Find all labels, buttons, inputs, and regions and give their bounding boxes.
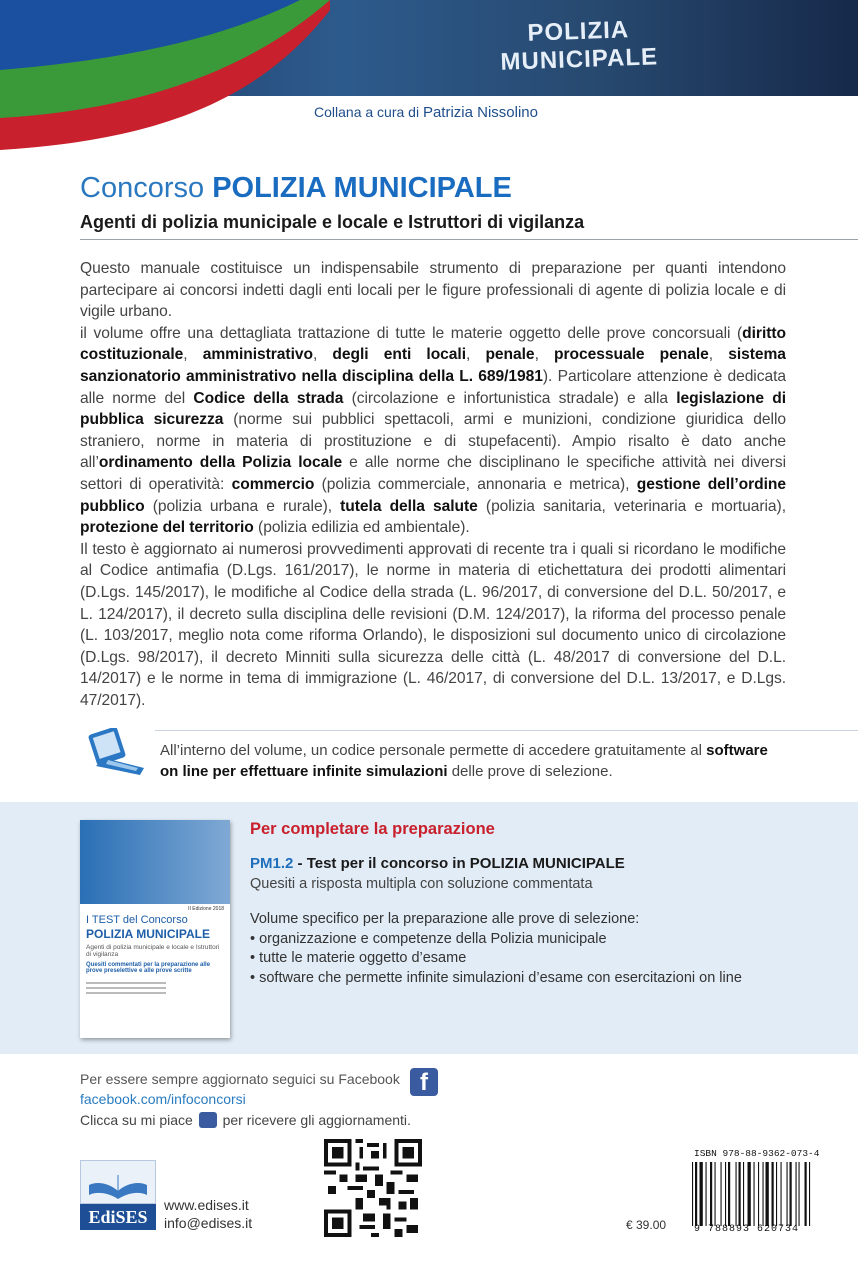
qr-code[interactable] — [324, 1139, 422, 1237]
book-title — [80, 172, 512, 205]
product-subtitle: Quesiti a risposta multipla con soluzione commentata — [250, 876, 593, 892]
book-subtitle: Agenti di polizia municipale e locale e Istruttori di vigilanza — [80, 212, 585, 232]
book-cover-text-lines — [86, 982, 166, 997]
open-book-icon — [80, 1160, 156, 1204]
isbn-number: ISBN 978-88-9362-073-4 — [694, 1148, 820, 1159]
paragraph-2: il volume offre una dettagliata trattazione di tutte le materie oggetto delle prove concorsuali (diritto costituzionale, amministrativo, degli enti locali, penale, processuale penale, sistema sanzionatorio amministrativo nella disciplina della L. 689/1981). Particolare attenzione è dedicata alle norme del Codice della strada (circolazione e infortunistica stradale) e alla legislazione di pubblica sicurezza (norme sui pubblici spettacoli, armi e munizioni, condizione giuridica dello straniero, norme in materia di prostituzione e di stupefacenti). Ampio risalto è dato anche all’ordinamento della Polizia locale e alle norme che disciplinano le specifiche attività nei diversi settori di operatività: commercio (polizia commerciale, annonaria e metrica), gestione dell’ordine pubblico (polizia urbana e rurale), tutela della salute (polizia sanitaria, veterinaria e mortuaria), protezione del territorio (polizia edilizia ed ambientale). — [80, 324, 787, 537]
product-bullets — [250, 930, 810, 989]
product-title: PM1.2 - Test per il concorso in POLIZIA MUNICIPALE — [250, 855, 625, 872]
header-badge-text: POLIZIA MUNICIPALE — [500, 16, 659, 76]
software-divider — [155, 730, 858, 731]
software-notice: All’interno del volume, un codice personale permette di accedere gratuitamente al software on line per effettuare infinite simulazioni delle prove di selezione. — [160, 742, 768, 780]
list-item: • tutte le materie oggetto d’esame — [250, 949, 810, 969]
series-editor-line — [314, 104, 538, 121]
product-code: PM1.2 — [250, 855, 294, 872]
publisher-contacts — [164, 1196, 252, 1232]
barcode-digits: 9 788893 620734 — [694, 1224, 800, 1235]
list-item: • organizzazione e competenze della Polizia municipale — [250, 930, 810, 950]
publisher-logo — [80, 1160, 156, 1230]
book-price: € 39.00 — [626, 1218, 667, 1232]
book-cover-line3: Agenti di polizia municipale e locale e Istruttori di vigilanza — [86, 944, 220, 958]
facebook-link[interactable]: facebook.com/infoconcorsi — [80, 1091, 246, 1107]
like-instruction: Clicca su mi piace per ricevere gli aggiornamenti. — [80, 1112, 411, 1128]
title-prefix: Concorso — [80, 172, 205, 204]
product-description — [250, 910, 810, 988]
barcode-bars — [690, 1162, 850, 1226]
paragraph-1: Questo manuale costituisce un indispensabile strumento di preparazione per quanti intendono partecipare ai concorsi indetti dagli enti locali per le figure professionali di agente di polizia locale e di vigile urbano. — [80, 260, 786, 321]
series-editor: Patrizia Nissolino — [422, 104, 538, 121]
book-cover-line2: POLIZIA MUNICIPALE — [86, 927, 210, 941]
facebook-icon[interactable]: f — [410, 1068, 438, 1096]
publisher-name: EdiSES — [80, 1204, 156, 1230]
book-cover-edition: II Edizione 2018 — [188, 906, 224, 912]
title-main: POLIZIA MUNICIPALE — [212, 172, 512, 204]
facebook-follow-text: Per essere sempre aggiornato seguici su Facebook — [80, 1071, 400, 1087]
title-divider — [80, 239, 858, 240]
panel-heading: Per completare la preparazione — [250, 820, 495, 838]
book-cover-line4: Quesiti commentati per la preparazione alle prove preselettive e alle prove scritte — [86, 962, 211, 974]
isbn-barcode — [682, 1140, 858, 1240]
series-prefix: Collana a cura di — [314, 104, 420, 120]
website-link[interactable]: www.edises.it — [164, 1197, 249, 1213]
email-link[interactable]: info@edises.it — [164, 1215, 253, 1231]
thumbs-up-icon — [199, 1112, 217, 1128]
paragraph-3: Il testo è aggiornato ai numerosi provvedimenti approvati di recente tra i quali si ricordano le modifiche al Codice antimafia (D.Lgs. 161/2017), le norme in materia di etichettatura dei prodotti alimentari (D.Lgs. 145/2017), le modifiche al Codice della strada (L. 96/2017, di conversione del D.L. 50/2017, e L. 124/2017), il decreto sulla disciplina delle revisioni (D.M. 124/2017), la riforma del processo penale (L. 103/2017, meglio nota come riforma Orlando), le disposizioni sul documento unico di circolazione (D.Lgs. 98/2017), il decreto Minniti sulla sicurezza delle città (L. 48/2017 di conversione del D.L. 14/2017) e le norme in tema di immigrazione (L. 46/2017, di conversione del D.L. 13/2017, e D.Lgs. 47/2017). — [80, 540, 786, 709]
book-cover-photo — [80, 820, 230, 904]
description-text — [80, 258, 786, 711]
list-item: • software che permette infinite simulazioni d’esame con esercitazioni on line — [250, 969, 810, 989]
book-cover-line1: I TEST del Concorso — [86, 914, 188, 926]
header-color-swoosh — [0, 0, 330, 160]
laptop-icon — [86, 728, 148, 776]
product-desc-intro: Volume specifico per la preparazione alle prove di selezione: — [250, 911, 640, 927]
related-book-cover[interactable] — [80, 820, 230, 1038]
